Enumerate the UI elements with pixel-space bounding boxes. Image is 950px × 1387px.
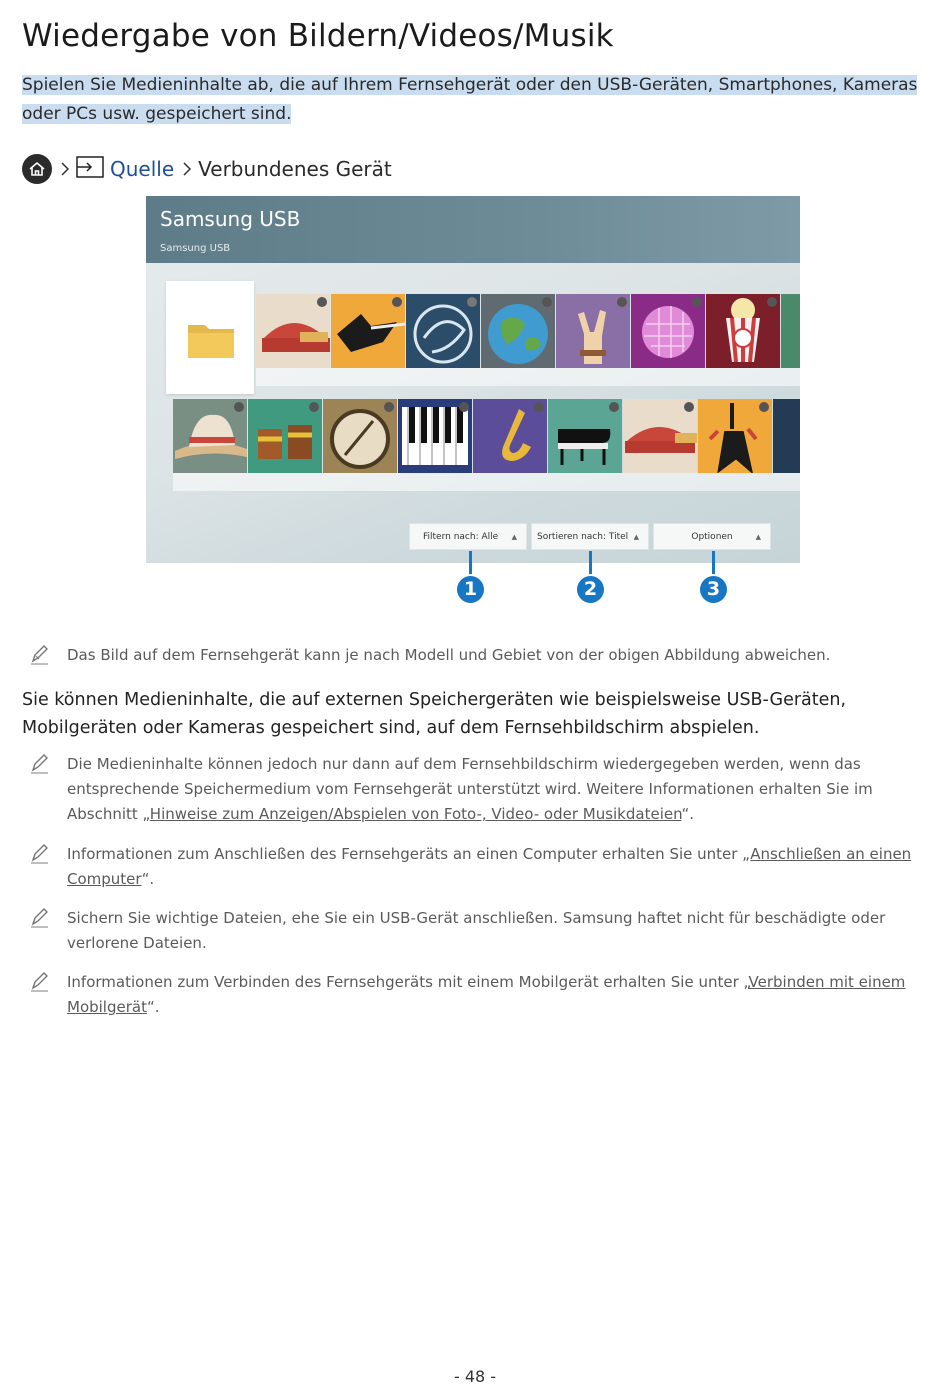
pencil-icon [30, 752, 50, 774]
media-thumbnail[interactable] [548, 399, 622, 473]
note-text: Sichern Sie wichtige Dateien, ehe Sie ein USB-Gerät anschließen. Samsung haftet nicht für beschädigte oder verlorene Dateien. [67, 909, 886, 952]
chevron-right-icon [60, 157, 70, 181]
tv-screen-figure [146, 196, 800, 563]
pencil-icon [30, 842, 50, 864]
page-title: Wiedergabe von Bildern/Videos/Musik [22, 18, 614, 54]
note-item [67, 842, 917, 892]
screen-title: Samsung USB [160, 207, 301, 231]
filter-button[interactable] [409, 523, 527, 550]
media-thumbnail[interactable] [331, 294, 405, 368]
media-thumbnail[interactable] [556, 294, 630, 368]
sort-button-label: Sortieren nach: Titel [537, 531, 629, 542]
thumbnail-caption-bar [256, 368, 800, 386]
media-thumbnail[interactable] [323, 399, 397, 473]
pencil-icon [30, 906, 50, 928]
media-thumbnail[interactable] [623, 399, 697, 473]
home-icon[interactable] [22, 154, 52, 184]
breadcrumb [22, 153, 392, 185]
caret-up-icon: ▲ [633, 533, 639, 541]
source-input-icon [76, 156, 104, 183]
callout-marker: 2 [577, 576, 604, 603]
caret-up-icon: ▲ [755, 533, 761, 541]
figure-note: Das Bild auf dem Fernsehgerät kann je nach Modell und Gebiet von der obigen Abbildung abweichen. [67, 646, 831, 664]
screen-subtitle: Samsung USB [160, 243, 231, 254]
note-text: Informationen zum Verbinden des Fernsehgeräts mit einem Mobilgerät erhalten Sie unter „ [67, 973, 749, 991]
note-text: Die Medieninhalte können jedoch nur dann auf dem Fernsehbildschirm wiedergegeben werden, wenn das entsprechende Speichermedium vom Fernsehgerät unterstützt wird. Weitere Informationen erhalten Sie im Abschnitt „ [67, 755, 873, 823]
sort-button[interactable] [531, 523, 649, 550]
media-thumbnail[interactable] [173, 399, 247, 473]
chevron-right-icon [182, 157, 192, 181]
note-link[interactable]: Verbinden mit einem Mobilgerät [67, 973, 906, 1016]
screen-header [146, 196, 800, 263]
note-text-after: “. [681, 805, 695, 823]
media-thumbnail[interactable] [473, 399, 547, 473]
media-thumbnail[interactable] [781, 294, 800, 368]
page-number: - 48 - [453, 1367, 497, 1386]
media-thumbnail[interactable] [481, 294, 555, 368]
media-thumbnail[interactable] [248, 399, 322, 473]
media-thumbnail[interactable] [406, 294, 480, 368]
filter-button-label: Filtern nach: Alle [423, 531, 499, 542]
breadcrumb-device: Verbundenes Gerät [198, 157, 392, 181]
note-text-after: “. [141, 870, 155, 888]
options-button-label: Optionen [691, 531, 733, 542]
folder-tile[interactable] [166, 281, 254, 394]
note-link[interactable]: Hinweise zum Anzeigen/Abspielen von Foto-, Video- oder Musikdateien [149, 805, 682, 823]
thumbnail-caption-bar [173, 473, 800, 491]
media-thumbnail[interactable] [256, 294, 330, 368]
callout-line [469, 551, 472, 577]
note-item [67, 970, 917, 1020]
media-thumbnail[interactable] [773, 399, 800, 473]
media-thumbnail[interactable] [706, 294, 780, 368]
callout-marker: 3 [700, 576, 727, 603]
breadcrumb-source-link[interactable]: Quelle [110, 157, 175, 181]
note-item [67, 906, 917, 956]
lead-text [22, 71, 922, 129]
pencil-icon [30, 970, 50, 992]
callout-line [712, 551, 715, 577]
body-paragraph: Sie können Medieninhalte, die auf externen Speichergeräten wie beispielsweise USB-Geräten, Mobilgeräten oder Kameras gespeichert sind, auf dem Fernsehbildschirm abspielen. [22, 690, 847, 738]
caret-up-icon: ▲ [511, 533, 517, 541]
note-text: Informationen zum Anschließen des Fernsehgeräts an einen Computer erhalten Sie unter „ [67, 845, 751, 863]
lead-highlight: Spielen Sie Medieninhalte ab, die auf Ihrem Fernsehgerät oder den USB-Geräten, Smartphones, Kameras oder PCs usw. gespeichert sind. [22, 75, 918, 124]
pencil-icon [30, 643, 50, 665]
options-button[interactable] [653, 523, 771, 550]
callout-marker: 1 [457, 576, 484, 603]
note-item [67, 752, 917, 827]
media-thumbnail[interactable] [698, 399, 772, 473]
note-text-after: “. [146, 998, 160, 1016]
note-link[interactable]: Anschließen an einen Computer [67, 845, 912, 888]
media-thumbnail[interactable] [631, 294, 705, 368]
folder-icon [187, 319, 235, 359]
callout-line [589, 551, 592, 577]
media-thumbnail[interactable] [398, 399, 472, 473]
